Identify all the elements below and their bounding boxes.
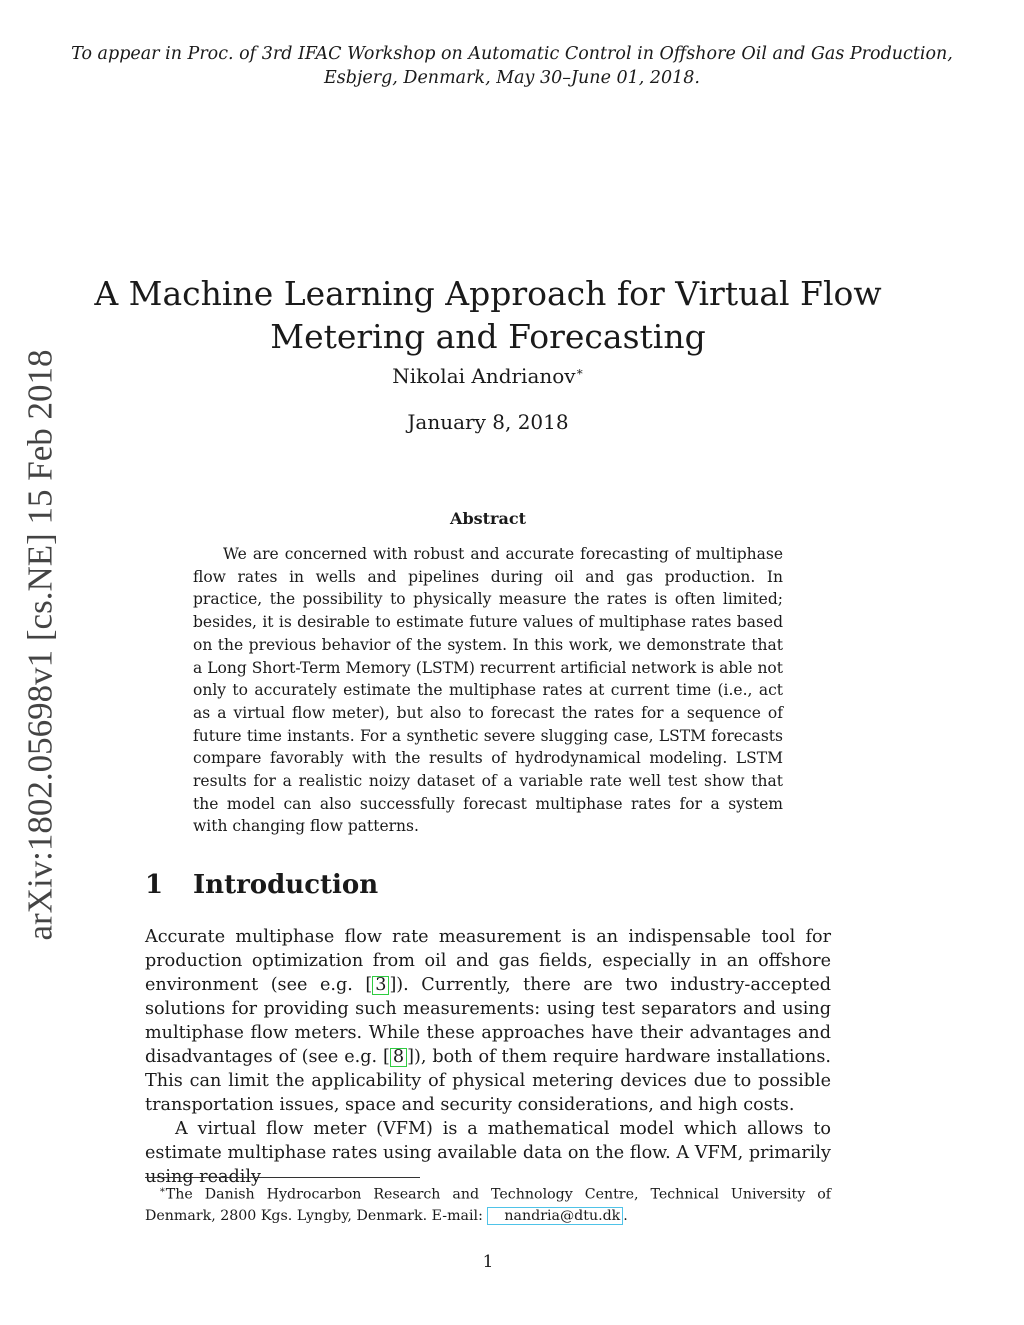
section-number: 1 (145, 870, 164, 900)
abstract-text: We are concerned with robust and accurate forecasting of multiphase flow rates in wells and pipelines during oil and gas production. In practice, the possibility to physically measure the rates is often limited; besides, it is desirable to estimate future values of multiphase rates based on the previous behavior of the system. In this work, we demonstrate that a Long Short-Term Memory (LSTM) recurrent artificial network is able not only to accurately estimate the multiphase rates at current time (i.e., act as a virtual flow meter), but also to forecast the rates for a sequence of future time instants. For a synthetic severe slugging case, LSTM forecasts compare favorably with the results of hydrodynamical modeling. LSTM results for a realistic noizy dataset of a variable rate well test show that the model can also successfully forecast multiphase rates for a system with changing flow patterns. (193, 545, 783, 836)
footnote-end: . (623, 1207, 628, 1224)
intro-paragraph-1 (145, 925, 831, 1117)
arxiv-identifier: arXiv:1802.05698v1 [cs.NE] 15 Feb 2018 (21, 349, 61, 941)
venue-line-1: To appear in Proc. of 3rd IFAC Workshop on Automatic Control in Offshore Oil and Gas Production, (71, 44, 953, 64)
citation-link-8[interactable]: 8 (390, 1048, 407, 1067)
footnote-mark: ∗ (159, 1185, 166, 1196)
footnote-divider (145, 1177, 420, 1178)
section-title: Introduction (193, 870, 379, 900)
intro-text-segment: ]). Currently, there are two industry-accepted solutions for providing such measurements: using test separators and using multiphase flow meters. While these approaches have their advantages and disadvantages of (see e.g. [ (145, 975, 831, 1067)
author-name: Nikolai Andrianov (392, 364, 576, 388)
footnote (145, 1180, 831, 1227)
publication-date: January 8, 2018 (407, 410, 569, 434)
author-footnote-mark[interactable]: ∗ (575, 364, 584, 379)
arxiv-sidebar (16, 350, 66, 940)
footnote-text: The Danish Hydrocarbon Research and Technology Centre, Technical University of Denmark, 2800 Kgs. Lyngby, Denmark. E-mail: (145, 1186, 831, 1224)
citation-link-3[interactable]: 3 (372, 976, 389, 995)
title-line-2: Metering and Forecasting (270, 317, 706, 357)
venue-note (0, 42, 1024, 90)
page-number: 1 (482, 1252, 494, 1272)
author (0, 364, 976, 388)
venue-line-2: Esbjerg, Denmark, May 30–June 01, 2018. (323, 68, 700, 88)
section-heading (145, 870, 378, 900)
title-line-1: A Machine Learning Approach for Virtual Flow (94, 274, 882, 314)
email-link[interactable]: nandria@dtu.dk (487, 1207, 623, 1225)
intro-paragraph-2: A virtual flow meter (VFM) is a mathematical model which allows to estimate multiphase rates using available data on the flow. A VFM, primarily using readily (145, 1119, 831, 1187)
paper-title (0, 272, 976, 358)
intro-body (145, 925, 831, 1189)
intro-text-segment: ]), both of them require hardware installations. This can limit the applicability of physical metering devices due to possible transportation issues, space and security considerations, and high costs. (145, 1047, 831, 1115)
abstract-heading: Abstract (450, 509, 526, 528)
intro-text-segment: Accurate multiphase flow rate measurement is an indispensable tool for production optimization from oil and gas fields, especially in an offshore environment (see e.g. [ (145, 927, 831, 995)
